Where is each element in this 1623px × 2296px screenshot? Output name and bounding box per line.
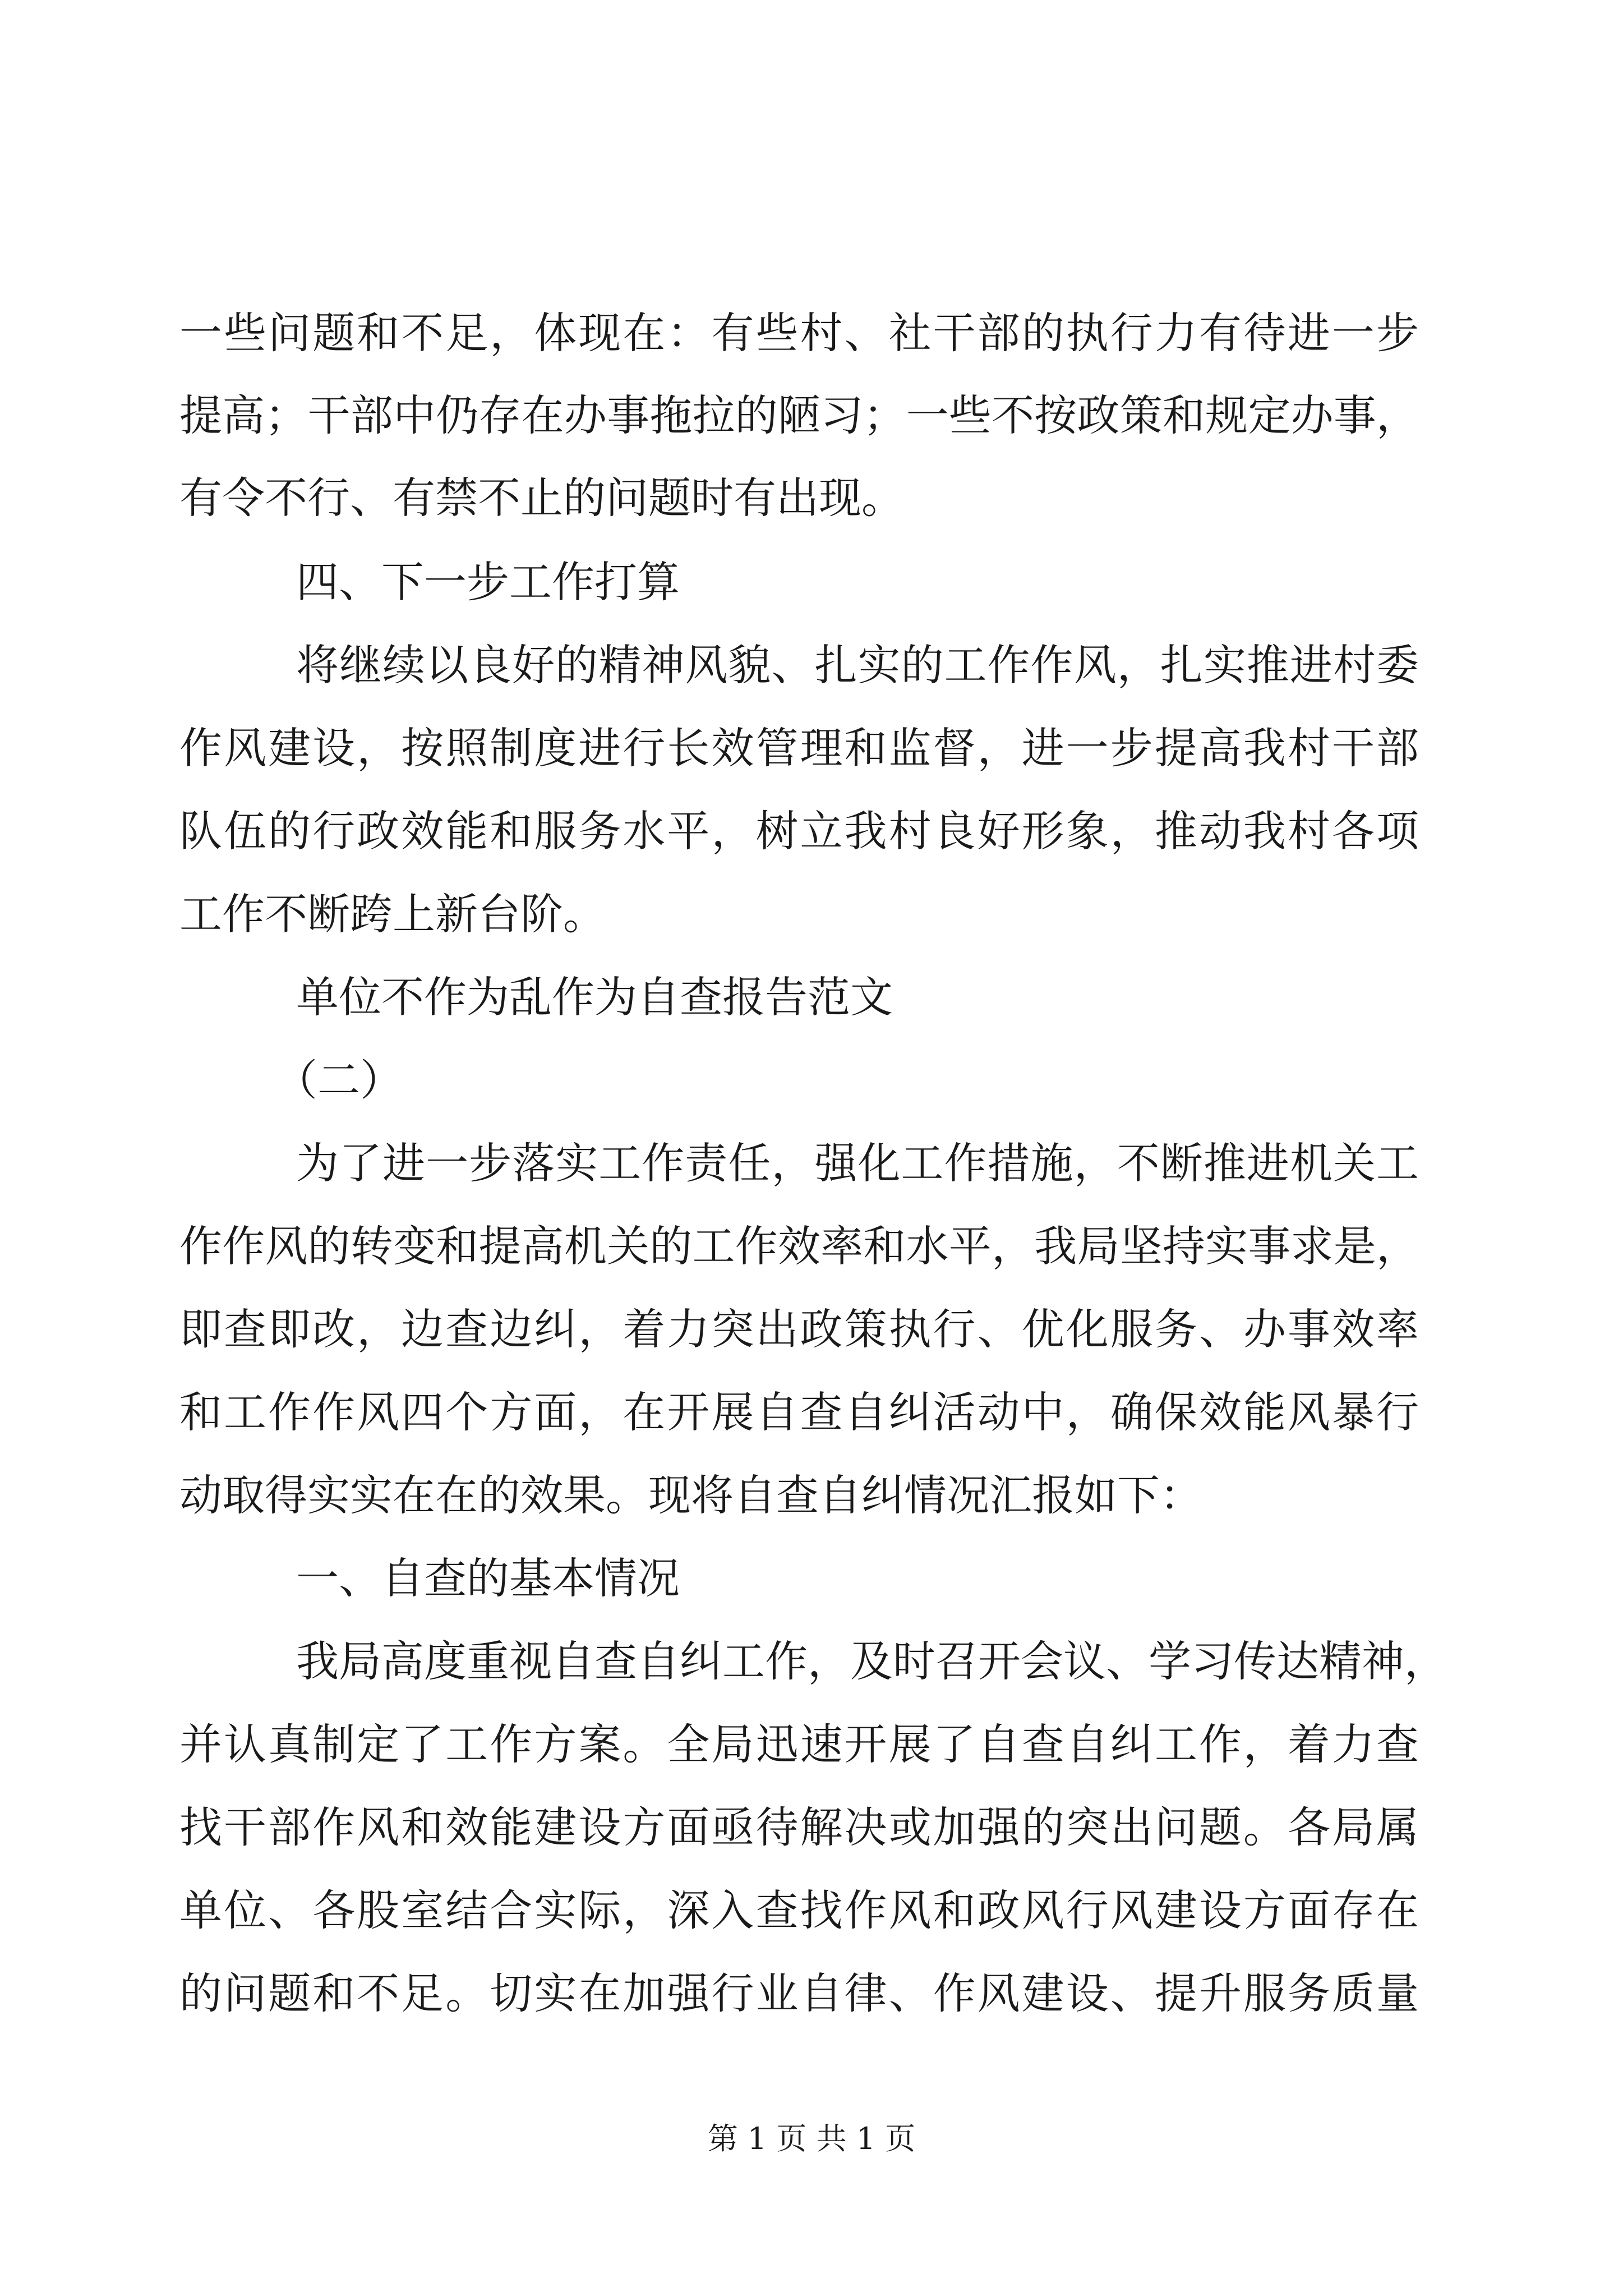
- body-text-line: 动取得实实在在的效果。现将自查自纠情况汇报如下：: [179, 1470, 1202, 1520]
- body-text-line: 提高；干部中仍存在办事拖拉的陋习；一些不按政策和规定办事，: [179, 390, 1419, 440]
- section-heading: 四、下一步工作打算: [296, 557, 680, 607]
- page-footer: 第 1 页 共 1 页: [707, 2121, 916, 2156]
- body-text-line: 即查即改，边查边纠，着力突出政策执行、优化服务、办事效率: [179, 1304, 1419, 1354]
- body-text-line: 单位、各股室结合实际，深入查找作风和政风行风建设方面存在: [179, 1885, 1419, 1935]
- document-title: 单位不作为乱作为自查报告范文: [296, 972, 893, 1022]
- body-text-line: 找干部作风和效能建设方面亟待解决或加强的突出问题。各局属: [179, 1802, 1419, 1852]
- document-subtitle: （二）: [275, 1055, 403, 1105]
- body-text-line: 一些问题和不足，体现在：有些村、社干部的执行力有待进一步: [179, 308, 1419, 358]
- body-text-line: 作作风的转变和提高机关的工作效率和水平，我局坚持实事求是，: [179, 1221, 1419, 1271]
- body-text-line: 的问题和不足。切实在加强行业自律、作风建设、提升服务质量: [179, 1968, 1419, 2018]
- body-text-line: 和工作作风四个方面，在开展自查自纠活动中，确保效能风暴行: [179, 1387, 1419, 1437]
- body-text-line: 我局高度重视自查自纠工作，及时召开会议、学习传达精神，: [296, 1636, 1447, 1686]
- section-heading: 一、自查的基本情况: [296, 1553, 680, 1603]
- body-text-line: 将继续以良好的精神风貌、扎实的工作作风，扎实推进村委: [296, 640, 1419, 690]
- body-text-line: 作风建设，按照制度进行长效管理和监督，进一步提高我村干部: [179, 723, 1419, 773]
- body-text-line: 为了进一步落实工作责任，强化工作措施，不断推进机关工: [296, 1138, 1419, 1188]
- body-text-line: 队伍的行政效能和服务水平，树立我村良好形象，推动我村各项: [179, 806, 1419, 856]
- body-text-line: 有令不行、有禁不止的问题时有出现。: [179, 473, 904, 523]
- body-text-line: 并认真制定了工作方案。全局迅速开展了自查自纠工作，着力查: [179, 1719, 1419, 1769]
- body-text-line: 工作不断跨上新台阶。: [179, 889, 606, 939]
